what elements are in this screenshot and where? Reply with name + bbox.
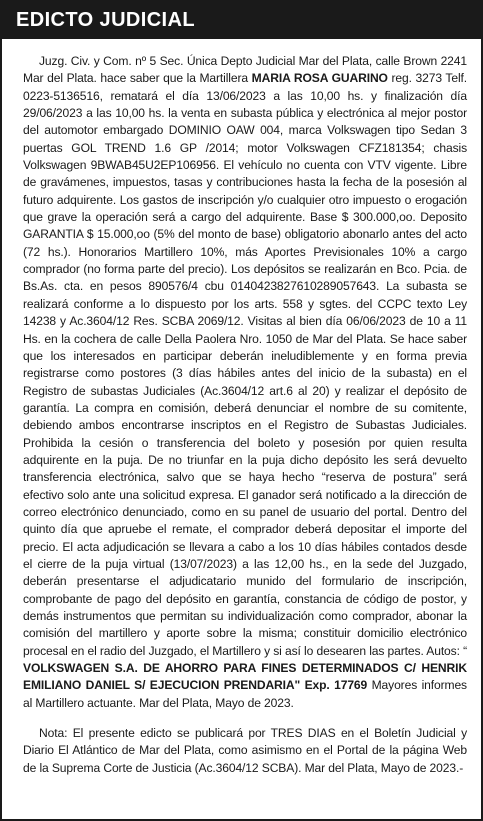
- case-title: VOLKSWAGEN S.A. DE AHORRO PARA FINES DETERMINADOS C/ HENRIK EMILIANO DANIEL S/ EJECUCION PRENDARIA": [23, 661, 467, 693]
- notice-content: [2, 39, 481, 777]
- notice-header: [2, 2, 481, 39]
- body-closing: Mayores informes al Martillero actuante. Mar del Plata, Mayo de 2023.: [23, 678, 467, 710]
- publication-note: Nota: El presente edicto se publicará por TRES DIAS en el Boletín Judicial y Diario El Atlántico de Mar del Plata, como asimismo en el Portal de la página Web de la Suprema Corte de Justicia (Ac.3604/12 SCBA). Mar del Plata, Mayo de 2023.-: [23, 726, 467, 775]
- notice-title: EDICTO JUDICIAL: [16, 9, 195, 31]
- case-number: Exp. 17769: [300, 678, 368, 693]
- body-main: reg. 3273 Telf. 0223-5136516, rematará el día 13/06/2023 a las 10,00 hs. y finalización día 29/06/2023 a las 10,00 hs. la venta en subasta pública y electrónica al mejor postor del automotor embargado DOMINIO OAW 004, marca Volkswagen tipo Sedan 3 puertas GOL TREND 1.6 GP /2014; motor Volkswagen CFZ181354; chasis Volkswagen 9BWAB45U2EP106956. El vehículo no cuenta con VTV vigente. Libre de gravámenes, impuestos, tasas y contribuciones hasta la fecha de la posesión al futuro adquirente. Los gastos de inscripción y/o cualquier otro impuesto o erogación que grave la operación será a cargo del adquirente. Base $ 300.000,oo. Deposito GARANTIA $ 15.000,oo (5% del monto de base) obligatorio abonarlo antes del acto (72 hs.). Honorarios Martillero 10%, más Aportes Previsionales 10% a cargo comprador (no forma parte del precio). Los depósitos se realizarán en Bco. Pcia. de Bs.As. cta. en pesos 890576/4 cbu 0140423827610289057643. La subasta se realizará conforme a lo dispuesto por los arts. 558 y sgtes. del CCPC texto Ley 14238 y Ac.3604/12 Res. SCBA 2069/12. Visitas al bien día 06/06/2023 de 10 a 11 Hs. en la cochera de calle Della Paolera Nro. 1050 de Mar del Plata. Se hace saber que los interesados en participar deberán ineludiblemente y en forma previa registrarse como postores (3 días hábiles antes del inicio de la subasta) en el Registro de subastas Judiciales (Ac.3604/12 art.6 al 20) y realizar el depósito de garantía. La compra en comisión, deberá denunciar el nombre de su comitente, debiendo ambos encontrarse inscriptos en el Registro de Subastas Judiciales. Prohibida la cesión o transferencia del boleto y posesión por quien resulta adquirente en la puja. De no triunfar en la puja dicho depósito les será devuelto transferencia electrónica, salvo que se haya hecho “reserva de postura” será efectivo solo ante una solicitud expresa. El ganador será notificado a la dirección de correo electrónico denunciado, como en su panel de usuario del portal. Dentro del quinto día que apruebe el remate, el comprador deberá depositar el importe del precio. El acta adjudicación se llevara a cabo a los 10 días hábiles contados desde el cierre de la puja virtual (13/07/2023) a las 12,00 hs., en la sede del Juzgado, deberán presentarse el adjudicatario munido del formulario de inscripción, comprobante de pago del depósito en garantía, constancia de código de postor, y demás instrumentos que permitan su individualización como comprador, abonar la comisión del martillero y aporte sobre la misma; constituir domicilio electrónico procesal en el radio del Juzgado, el Martillero y si así lo desearen las partes. Autos: “: [23, 71, 467, 658]
- martillera-name: MARIA ROSA GUARINO: [251, 71, 388, 86]
- notice-body-paragraph: [23, 53, 467, 712]
- body-intro: Juzg. Civ. y Com. nº 5 Sec. Única Depto Judicial Mar del Plata, calle Brown 2241 Mar del Plata. hace saber que la Martillera: [23, 54, 467, 86]
